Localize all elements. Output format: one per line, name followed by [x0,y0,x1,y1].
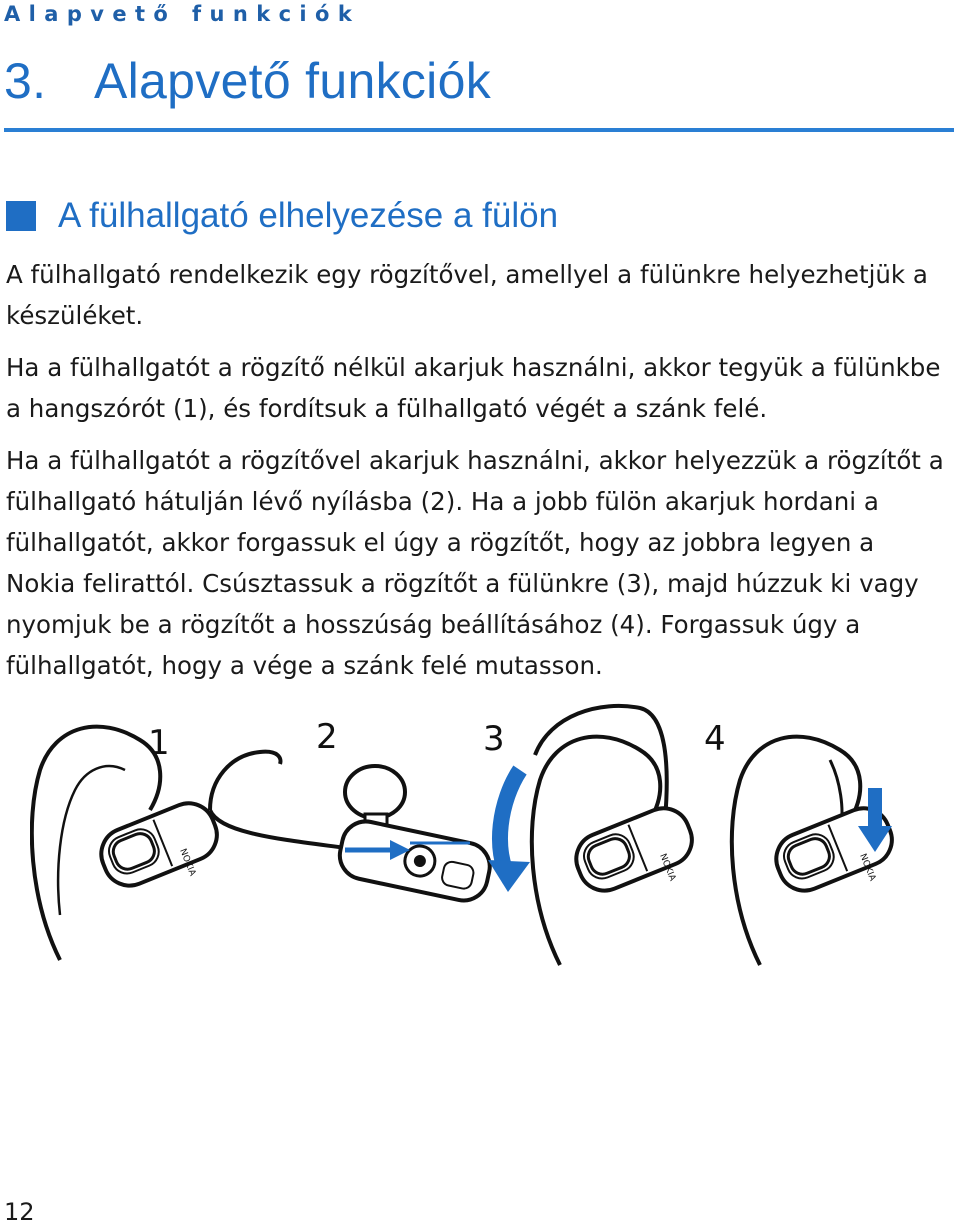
step-label-3: 3 [483,719,505,759]
step-4-illustration [704,719,900,965]
step-1-illustration [32,723,225,960]
step-label-2: 2 [316,717,338,757]
device-logo-3: NOKIA [657,852,678,883]
device-logo-4: NOKIA [857,852,878,883]
paragraph-with-hook: Ha a fülhallgatót a rögzítővel akarjuk használni, akkor helyezzük a rögzítőt a fülhallgató hátulján lévő nyílásba (2). Ha a jobb fülön akarjuk hordani a fülhallgatót, akkor forgassuk el úgy a rögzítőt, hogy az jobbra legyen a Nokia felirattól. Csúsztassuk a rögzítőt a fülünkre (3), majd húzzuk ki vagy nyomjuk be a rögzítőt a hosszúság beállításához (4). Forgassuk úgy a fülhallgatót, hogy a vége a szánk felé mutasson. [6,446,944,680]
paragraph-intro: A fülhallgató rendelkezik egy rögzítővel, amellyel a fülünkre helyezhetjük a készüléket. [6,260,928,330]
chapter-title-rule [4,128,954,132]
headset-placement-illustration [30,700,940,970]
chapter-title [4,52,491,110]
step-2-illustration [210,717,494,905]
section-marker-icon [6,201,36,231]
device-logo: NOKIA [177,847,198,878]
section-title: A fülhallgató elhelyezése a fülön [58,196,559,235]
step-label-1: 1 [148,723,170,763]
paragraph-without-hook: Ha a fülhallgatót a rögzítő nélkül akarjuk használni, akkor tegyük a fülünkbe a hangszórót (1), és fordítsuk a fülhallgató végét a szánk felé. [6,353,941,423]
section-heading [6,196,558,236]
chapter-title-text: Alapvető funkciók [94,53,491,109]
running-header: Alapvető funkciók [4,2,361,26]
step-label-4: 4 [704,719,726,759]
chapter-number: 3. [4,53,47,109]
step-3-illustration [483,706,700,965]
page-number: 12 [4,1198,35,1226]
